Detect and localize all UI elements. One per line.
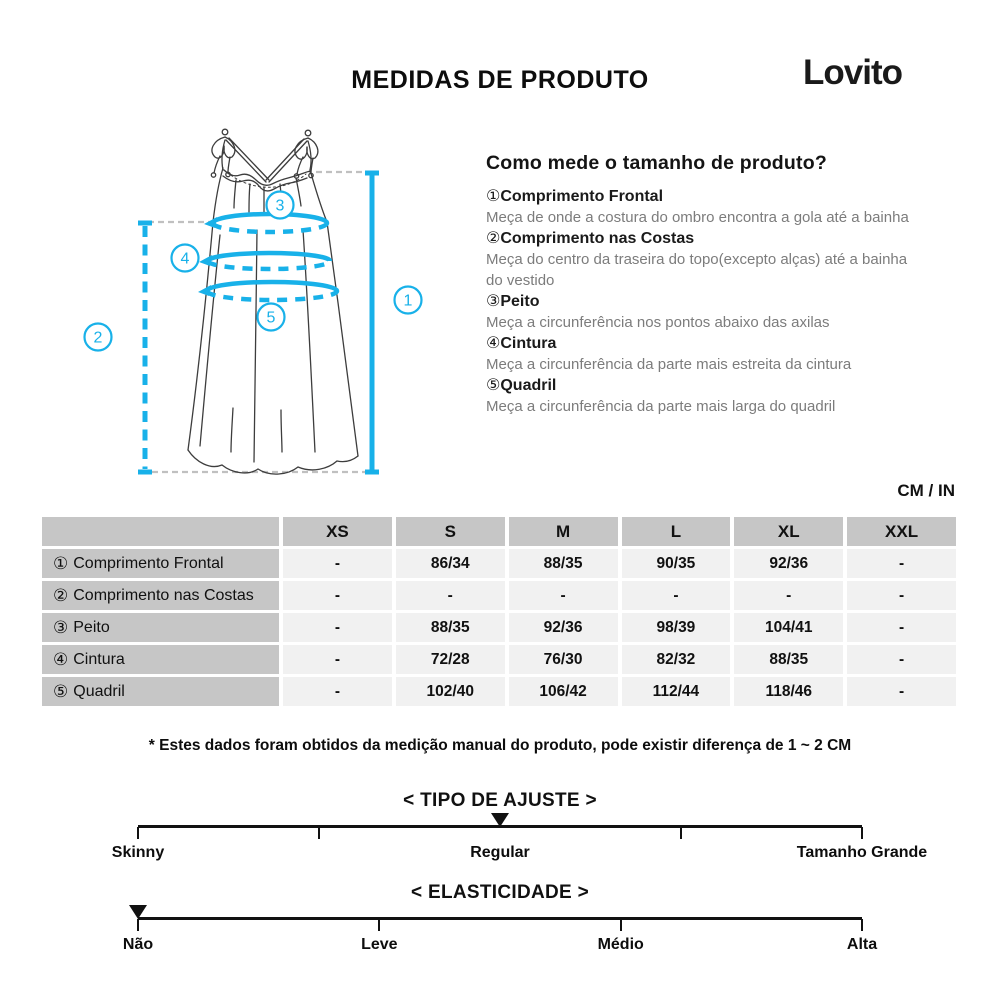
item-number: ③ [486,293,501,310]
item-label: Comprimento nas Costas [500,230,695,247]
size-value-cell: - [283,613,392,642]
size-value-cell: 104/41 [734,613,843,642]
column-header-xl: XL [734,517,843,546]
page-title: MEDIDAS DE PRODUTO [351,66,649,94]
item-description: Meça de onde a costura do ombro encontra a gola até a bainha [486,209,909,226]
fit-type-slider [111,790,928,868]
elasticity-pointer-icon [129,905,147,919]
row-label-back-length: ② Comprimento nas Costas [42,581,279,610]
size-value-cell: - [283,677,392,706]
item-label: Comprimento Frontal [500,188,664,205]
elasticity-slider [122,882,878,960]
callout-2 [85,324,112,351]
item-description: Meça a circunferência nos pontos abaixo das axilas [486,314,830,331]
size-value-cell: 86/34 [396,549,505,578]
svg-text:5: 5 [266,309,276,327]
size-value-cell: 90/35 [622,549,731,578]
size-value-cell: - [396,581,505,610]
column-header-xs: XS [283,517,392,546]
fit-type-title: < TIPO DE AJUSTE > [403,790,597,811]
guide-item-back-length [486,228,918,291]
size-value-cell: - [509,581,618,610]
elasticity-scale [138,917,862,929]
table-corner-cell [42,517,279,546]
size-value-cell: 92/36 [734,549,843,578]
svg-text:1: 1 [403,292,413,310]
units-label: CM / IN [897,481,955,500]
size-value-cell: - [283,549,392,578]
item-description: Meça a circunferência da parte mais larga do quadril [486,398,836,415]
elasticity-title: < ELASTICIDADE > [411,882,589,903]
fit-label-regular: Regular [470,844,530,861]
fit-label-large: Tamanho Grande [796,844,928,861]
column-header-m: M [509,517,618,546]
svg-text:2: 2 [93,329,103,347]
guide-item-waist [486,333,918,375]
dress-diagram-svg [60,110,480,490]
guide-heading: Como mede o tamanho de produto? [486,152,827,174]
item-label: Peito [500,293,540,310]
size-value-cell: 106/42 [509,677,618,706]
measurement-disclaimer: * Estes dados foram obtidos da medição manual do produto, pode existir diferença de 1 ~ 2 CM [148,737,852,754]
size-value-cell: 92/36 [509,613,618,642]
scale-tick [378,919,380,931]
row-label-bust: ③ Peito [42,613,279,642]
row-label-front-length: ① Comprimento Frontal [42,549,279,578]
callout-3 [267,192,294,219]
size-value-cell: 82/32 [622,645,731,674]
elasticity-label-high: Alta [846,936,878,953]
size-value-cell: 112/44 [622,677,731,706]
elasticity-label-none: Não [122,936,154,953]
item-number: ② [486,230,501,247]
size-value-cell: - [847,645,956,674]
fit-label-skinny: Skinny [111,844,165,861]
size-value-cell: - [734,581,843,610]
guide-item-bust [486,291,918,333]
scale-tick [861,919,863,931]
dress-measurement-diagram [60,110,480,490]
scale-tick [620,919,622,931]
size-value-cell: 98/39 [622,613,731,642]
item-description: Meça a circunferência da parte mais estreita da cintura [486,356,852,373]
leader-lines [148,172,366,472]
svg-text:4: 4 [180,250,190,268]
size-value-cell: - [283,645,392,674]
size-value-cell: - [847,677,956,706]
guide-item-front-length [486,186,918,228]
size-value-cell: - [847,613,956,642]
size-value-cell: 102/40 [396,677,505,706]
item-description: Meça do centro da traseira do topo(excepto alças) até a bainha do vestido [486,251,908,289]
callout-1 [395,287,422,314]
fit-type-pointer-icon [491,813,509,827]
row-label-hip: ⑤ Quadril [42,677,279,706]
callout-4 [172,245,199,272]
brand-logo: Lovito [803,53,902,92]
size-value-cell: 118/46 [734,677,843,706]
scale-tick [318,827,320,839]
measuring-guide [486,152,918,417]
size-value-cell: - [847,549,956,578]
size-table [42,517,956,706]
dress-line-art [188,129,358,474]
column-header-s: S [396,517,505,546]
item-label: Cintura [500,335,557,352]
item-number: ④ [486,335,501,352]
scale-tick [861,827,863,839]
size-value-cell: 72/28 [396,645,505,674]
size-value-cell: 88/35 [734,645,843,674]
elasticity-label-medium: Médio [597,936,644,953]
guide-item-hip [486,375,918,417]
column-header-l: L [622,517,731,546]
callout-5 [258,304,285,331]
scale-tick [137,827,139,839]
elasticity-label-light: Leve [361,936,398,953]
item-label: Quadril [500,377,557,394]
svg-text:3: 3 [275,197,285,215]
size-value-cell: - [283,581,392,610]
row-label-waist: ④ Cintura [42,645,279,674]
size-value-cell: - [847,581,956,610]
size-value-cell: 88/35 [396,613,505,642]
size-value-cell: 88/35 [509,549,618,578]
fit-type-scale [138,825,862,837]
item-number: ⑤ [486,377,501,394]
size-value-cell: - [622,581,731,610]
column-header-xxl: XXL [847,517,956,546]
size-value-cell: 76/30 [509,645,618,674]
scale-tick [137,919,139,931]
item-number: ① [486,188,501,205]
scale-tick [680,827,682,839]
